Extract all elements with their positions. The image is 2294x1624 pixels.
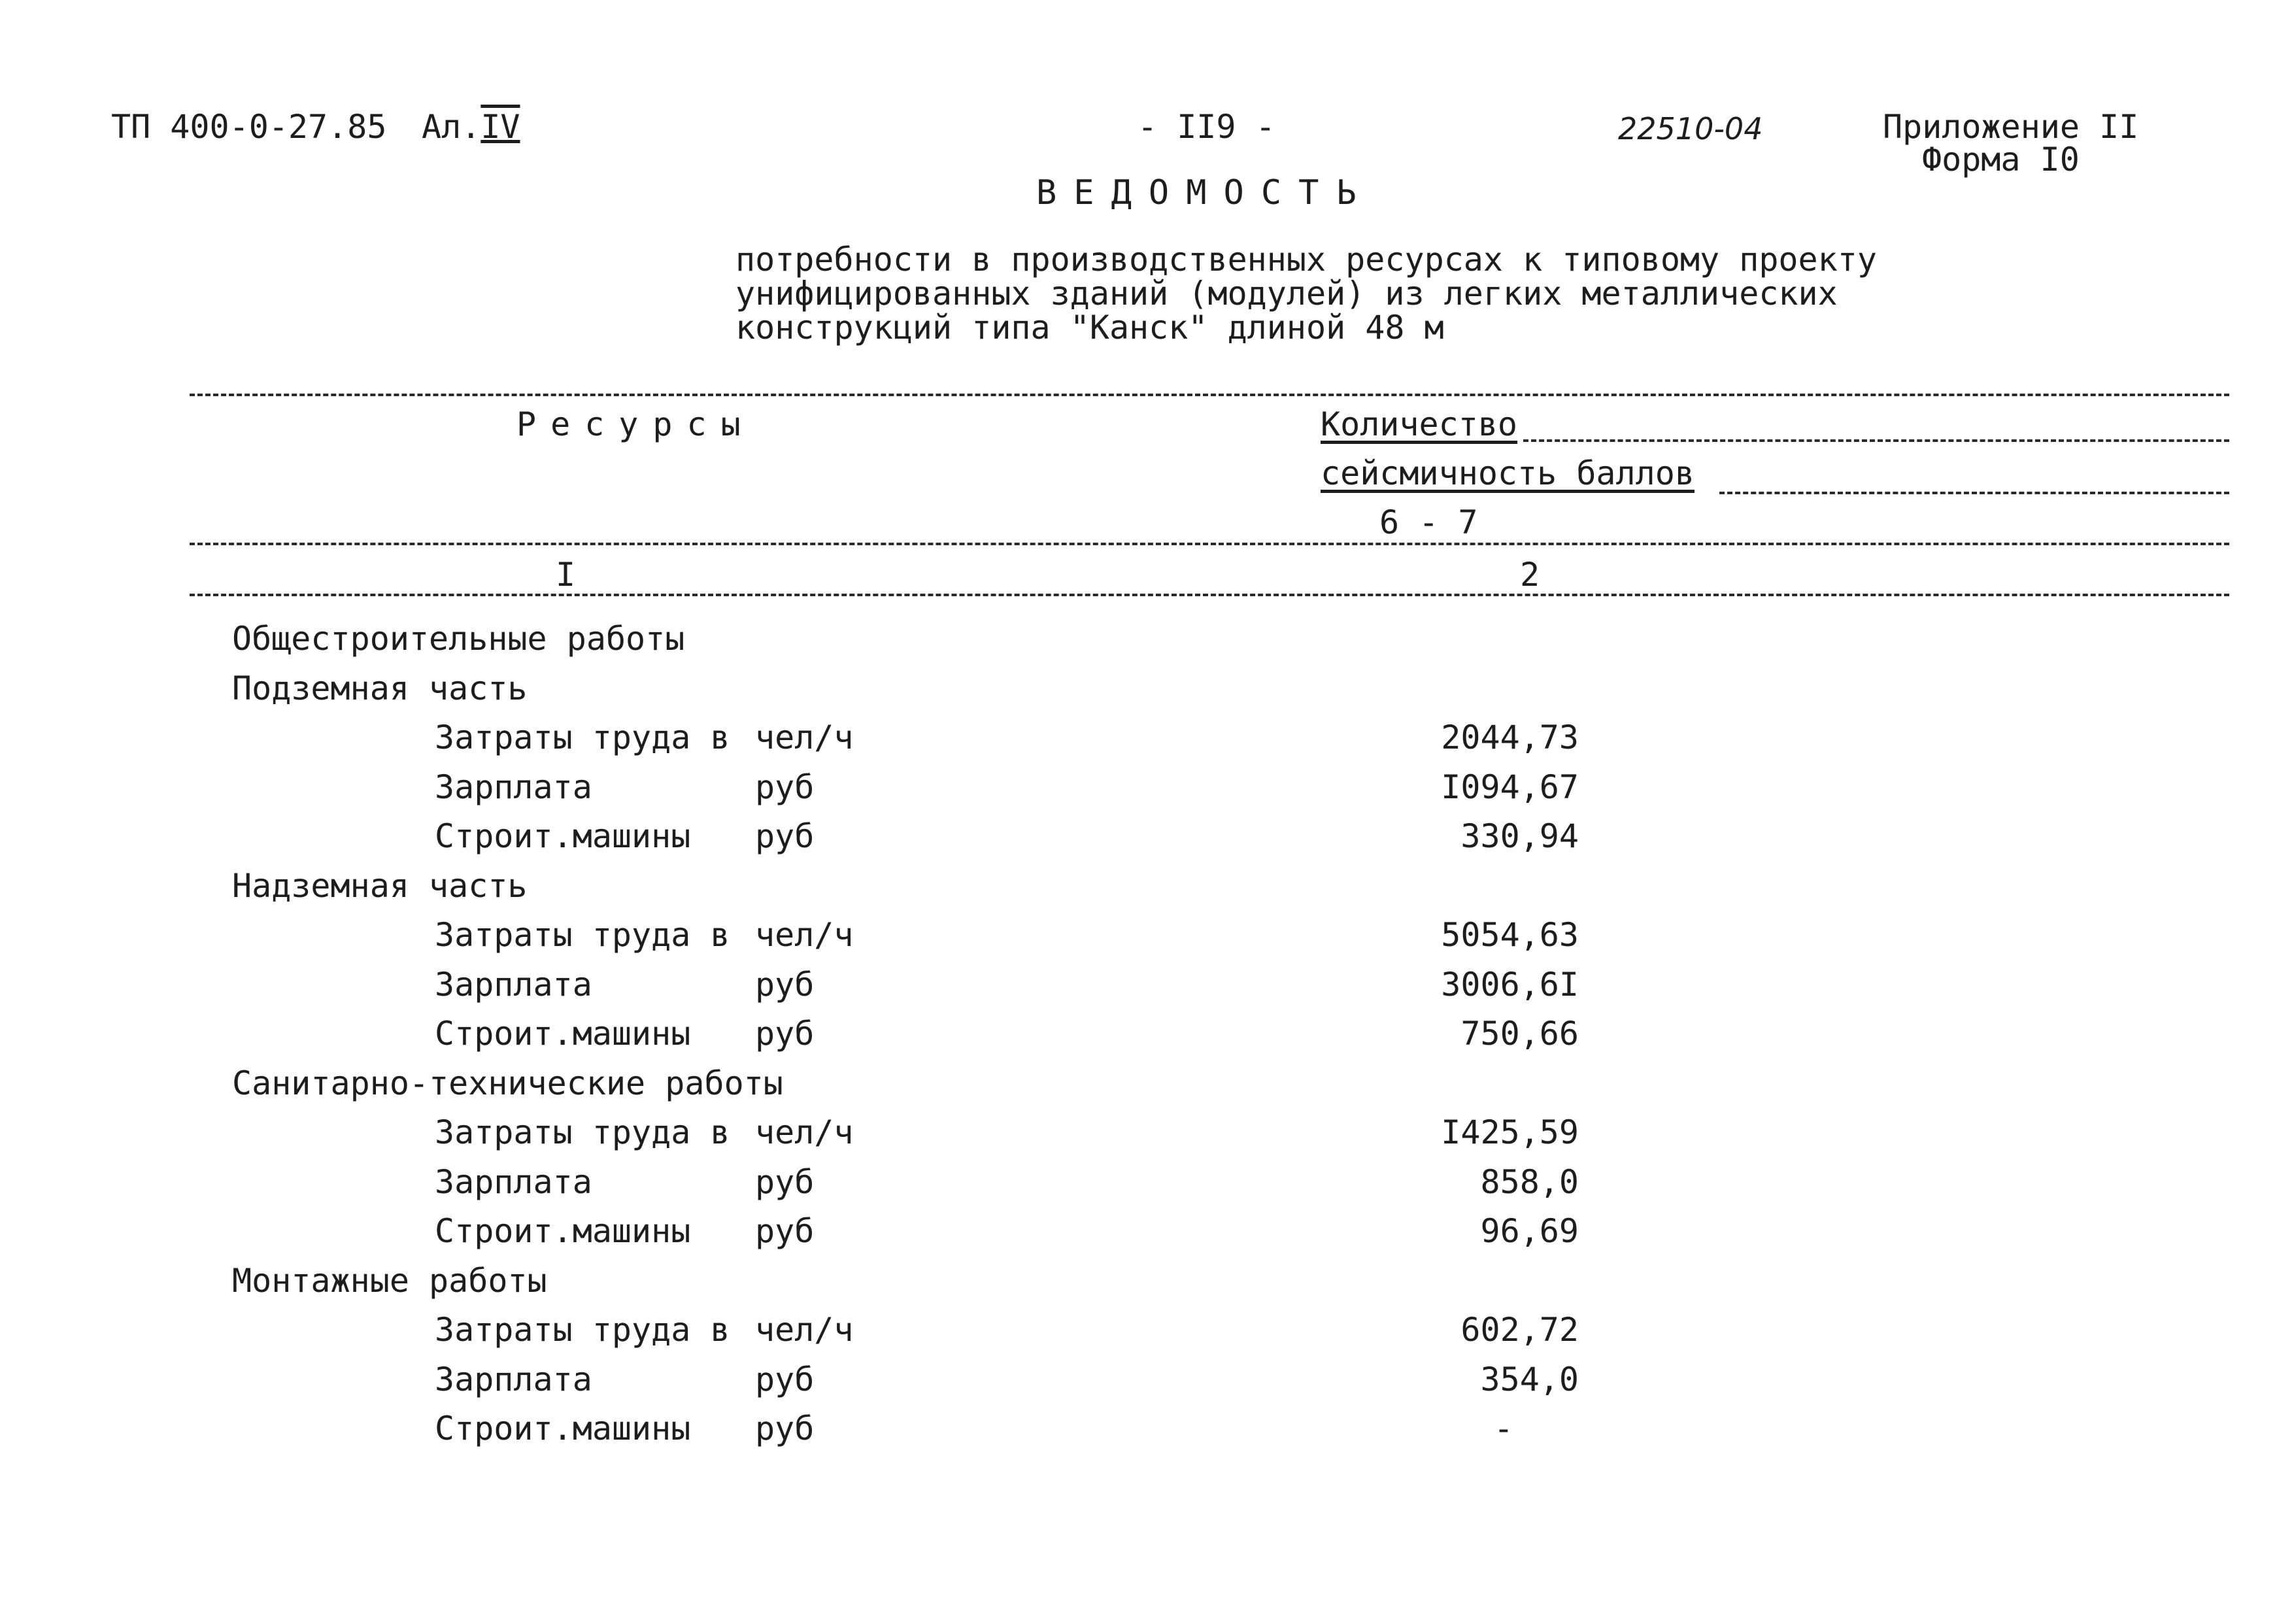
table-top-rule bbox=[190, 394, 2229, 396]
section-row bbox=[0, 1064, 2294, 1110]
section-row bbox=[0, 867, 2294, 913]
column-number-1: I bbox=[556, 556, 576, 594]
section-row bbox=[0, 1262, 2294, 1308]
resource-label: Зарплата bbox=[435, 1163, 592, 1201]
seismic-rule bbox=[1719, 492, 2229, 494]
unit-label: чел/ч bbox=[755, 1311, 854, 1349]
column-header-quantity: Количество bbox=[1321, 405, 1518, 443]
section-row bbox=[0, 669, 2294, 715]
table-row bbox=[0, 817, 2294, 863]
quantity-value: 96,69 bbox=[1480, 1212, 1579, 1250]
quantity-value: 5054,63 bbox=[1441, 916, 1579, 954]
resource-label: Строит.машины bbox=[435, 1015, 691, 1053]
header-bottom-rule bbox=[190, 543, 2229, 545]
resource-label: Затраты труда в bbox=[435, 1113, 730, 1151]
resource-label: Строит.машины bbox=[435, 1410, 691, 1447]
unit-label: руб bbox=[755, 768, 815, 806]
column-subheader-seismic: сейсмичность баллов bbox=[1321, 454, 1695, 492]
quantity-value: 3006,6I bbox=[1441, 966, 1579, 1004]
resource-label: Зарплата bbox=[435, 1361, 592, 1398]
album-number: IV bbox=[481, 108, 520, 146]
subtitle-line-2: унифицированных зданий (модулей) из легких металлических bbox=[735, 275, 1838, 313]
appendix-label: Приложение II bbox=[1883, 108, 2139, 146]
doc-code: ТП 400-0-27.85 bbox=[111, 108, 387, 146]
quantity-value: 354,0 bbox=[1480, 1361, 1579, 1398]
quantity-value: 602,72 bbox=[1460, 1311, 1579, 1349]
unit-label: руб bbox=[755, 1361, 815, 1398]
section-label: Подземная часть bbox=[232, 669, 528, 707]
resource-label: Затраты труда в bbox=[435, 719, 730, 756]
unit-label: руб bbox=[755, 1163, 815, 1201]
unit-label: руб bbox=[755, 1410, 815, 1447]
unit-label: чел/ч bbox=[755, 1113, 854, 1151]
table-row bbox=[0, 1361, 2294, 1406]
unit-label: чел/ч bbox=[755, 719, 854, 756]
unit-label: чел/ч bbox=[755, 916, 854, 954]
section-label: Монтажные работы bbox=[232, 1262, 547, 1300]
page-number: - II9 - bbox=[1138, 108, 1275, 146]
resource-label: Затраты труда в bbox=[435, 1311, 730, 1349]
quantity-value: I425,59 bbox=[1441, 1113, 1579, 1151]
form-label: Форма I0 bbox=[1922, 141, 2080, 178]
unit-label: руб bbox=[755, 966, 815, 1004]
table-row bbox=[0, 1163, 2294, 1209]
table-row bbox=[0, 916, 2294, 962]
quantity-value: I094,67 bbox=[1441, 768, 1579, 806]
resource-label: Зарплата bbox=[435, 768, 592, 806]
unit-label: руб bbox=[755, 1015, 815, 1053]
table-row bbox=[0, 1113, 2294, 1159]
quantity-value: 750,66 bbox=[1460, 1015, 1579, 1053]
column-number-2: 2 bbox=[1520, 556, 1540, 594]
quantity-value: - bbox=[1493, 1410, 1513, 1447]
section-label: Надземная часть bbox=[232, 867, 528, 905]
table-row bbox=[0, 1212, 2294, 1258]
table-row bbox=[0, 1311, 2294, 1357]
subtitle-line-3: конструкций типа "Канск" длиной 48 м bbox=[735, 309, 1444, 347]
seismic-range: 6 - 7 bbox=[1379, 503, 1478, 541]
section-row bbox=[0, 620, 2294, 666]
numbering-bottom-rule bbox=[190, 594, 2229, 596]
column-header-resources: Ресурсы bbox=[516, 405, 755, 443]
resource-label: Строит.машины bbox=[435, 817, 691, 855]
section-label: Санитарно-технические работы bbox=[232, 1064, 783, 1102]
unit-label: руб bbox=[755, 1212, 815, 1250]
quantity-value: 330,94 bbox=[1460, 817, 1579, 855]
subtitle-line-1: потребности в производственных ресурсах к типовому проекту bbox=[735, 241, 1877, 279]
section-label: Общестроительные работы bbox=[232, 620, 685, 658]
quantity-value: 2044,73 bbox=[1441, 719, 1579, 756]
quantity-rule bbox=[1523, 439, 2229, 442]
table-row bbox=[0, 719, 2294, 764]
handwritten-code: 22510-04 bbox=[1618, 111, 1763, 146]
quantity-value: 858,0 bbox=[1480, 1163, 1579, 1201]
table-row bbox=[0, 966, 2294, 1011]
document-title: ВЕДОМОСТЬ bbox=[1036, 173, 1374, 212]
table-row bbox=[0, 1410, 2294, 1455]
table-row bbox=[0, 1015, 2294, 1060]
resource-label: Зарплата bbox=[435, 966, 592, 1004]
unit-label: руб bbox=[755, 817, 815, 855]
table-row bbox=[0, 768, 2294, 814]
album-prefix: Ал. bbox=[422, 108, 481, 146]
resource-label: Затраты труда в bbox=[435, 916, 730, 954]
album-label bbox=[422, 108, 520, 146]
resource-label: Строит.машины bbox=[435, 1212, 691, 1250]
